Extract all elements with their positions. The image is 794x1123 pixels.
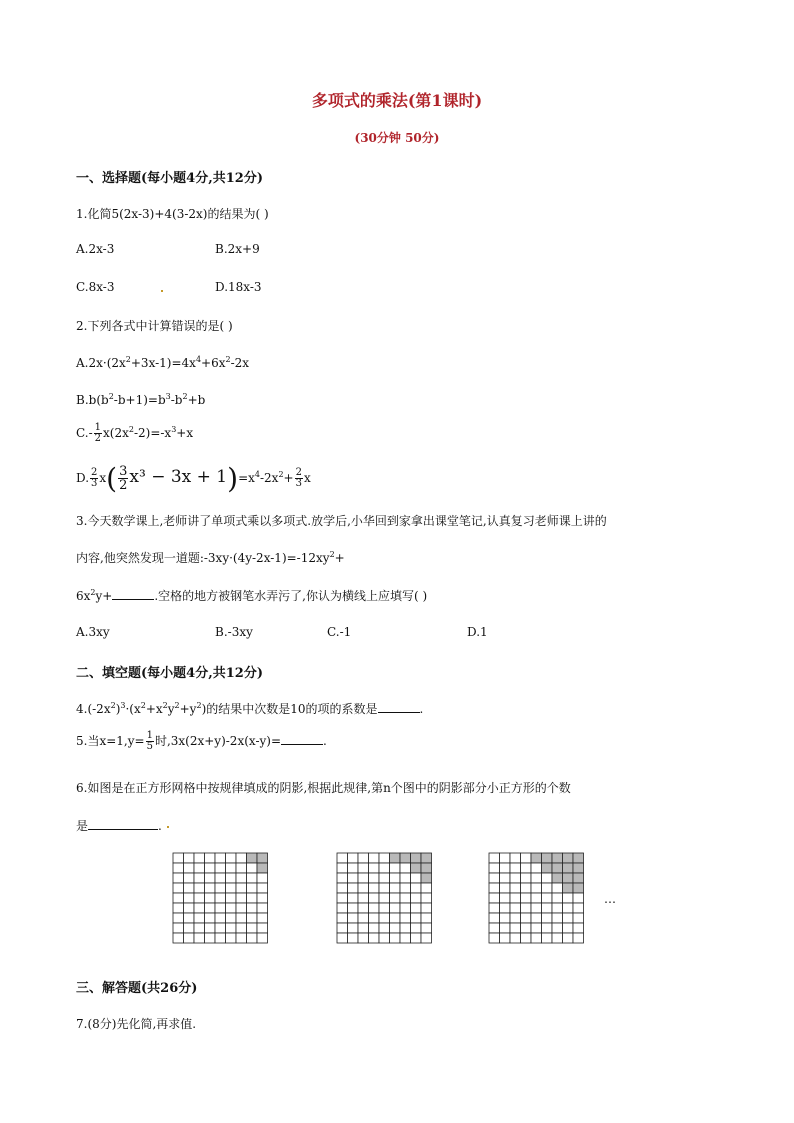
grid-cell: [542, 903, 553, 913]
grid-cell: [500, 933, 511, 943]
grid-cell: [500, 883, 511, 893]
grid-cell: [521, 853, 532, 863]
q1-option-a: A.2x-3: [76, 242, 115, 256]
grid-cell: [215, 853, 226, 863]
grid-cell: [348, 853, 359, 863]
grid-cell: [531, 933, 542, 943]
grid-cell: [379, 893, 390, 903]
grid-cell: [411, 893, 422, 903]
grid-cell: [489, 873, 500, 883]
grid-cell: [489, 893, 500, 903]
grid-cell: [358, 903, 369, 913]
grid-cell: [184, 873, 195, 883]
grid-cell: [521, 913, 532, 923]
section-2-heading: 二、填空题(每小题4分,共12分): [76, 666, 263, 681]
grid-cell: [358, 883, 369, 893]
grid-cell: [369, 873, 380, 883]
grid-cell: [205, 863, 216, 873]
q3-option-c: C.-1: [327, 625, 352, 639]
grid-cell: [390, 873, 401, 883]
section-3-heading: 三、解答题(共26分): [76, 981, 198, 996]
grid-cell: [400, 893, 411, 903]
shaded-cell: [552, 873, 563, 883]
grid-cell: [390, 933, 401, 943]
grid-cell: [247, 863, 258, 873]
grid-cell: [421, 913, 432, 923]
grid-cell: [337, 903, 348, 913]
grid-cell: [379, 863, 390, 873]
grid-cell: [337, 923, 348, 933]
q1-stem: 1.化简5(2x-3)+4(3-2x)的结果为( ): [76, 207, 269, 221]
grid-cell: [247, 923, 258, 933]
grid-cell: [500, 873, 511, 883]
grid-cell: [390, 923, 401, 933]
grid-cell: [510, 873, 521, 883]
grid-cell: [236, 933, 247, 943]
grid-cell: [226, 913, 237, 923]
grid-cell: [489, 883, 500, 893]
grid-cell: [173, 913, 184, 923]
q6-line-1: 6.如图是在正方形网格中按规律填成的阴影,根据此规律,第n个图中的阴影部分小正方形的个数: [76, 781, 571, 795]
grid-cell: [531, 903, 542, 913]
grid-cell: [194, 853, 205, 863]
grid-cell: [247, 913, 258, 923]
q2-option-c: C.- $\frac{1}{2}$ $x(2x^2-2)=-x^3+x$: [76, 422, 194, 444]
grid-cell: [358, 853, 369, 863]
grid-cell: [573, 913, 584, 923]
grid-cell: [510, 913, 521, 923]
grid-cell: [542, 923, 553, 933]
grid-cell: [205, 893, 216, 903]
shaded-cell: [563, 853, 574, 863]
grid-cell: [390, 913, 401, 923]
grid-cell: [257, 913, 268, 923]
grid-cell: [411, 923, 422, 933]
grid-cell: [205, 903, 216, 913]
grid-cell: [215, 913, 226, 923]
shaded-cell: [563, 883, 574, 893]
grid-cell: [348, 903, 359, 913]
grid-cell: [563, 903, 574, 913]
grid-cell: [369, 933, 380, 943]
grid-cell: [552, 883, 563, 893]
q1-option-c: C.8x-3: [76, 280, 115, 294]
grid-cell: [379, 933, 390, 943]
grid-cell: [369, 913, 380, 923]
page-subtitle: (30分钟 50分): [354, 131, 440, 145]
grid-cell: [400, 903, 411, 913]
grid-cell: [542, 913, 553, 923]
grid-cell: [531, 923, 542, 933]
grid-cell: [531, 913, 542, 923]
grid-cell: [390, 893, 401, 903]
grid-cell: [411, 873, 422, 883]
grid-cell: [489, 923, 500, 933]
grid-cell: [521, 863, 532, 873]
grid-cell: [531, 873, 542, 883]
grid-cell: [521, 933, 532, 943]
grid-cell: [226, 873, 237, 883]
q2-option-b: $B.b(b^2-b+1)=b^3-b^2+b$: [76, 392, 206, 407]
grid-cell: [215, 923, 226, 933]
grid-cell: [215, 873, 226, 883]
shaded-cell: [552, 853, 563, 863]
grid-cell: [194, 913, 205, 923]
grid-cell: [500, 893, 511, 903]
grid-cell: [510, 853, 521, 863]
grid-cell: [194, 863, 205, 873]
grid-cell: [226, 903, 237, 913]
q2-stem: 2.下列各式中计算错误的是( ): [76, 319, 233, 333]
grid-cell: [379, 923, 390, 933]
grid-cell: [257, 923, 268, 933]
grid-cell: [173, 923, 184, 933]
shaded-cell: [552, 863, 563, 873]
grid-cell: [510, 883, 521, 893]
grid-cell: [226, 893, 237, 903]
grid-cell: [205, 883, 216, 893]
grid-cell: [400, 923, 411, 933]
grid-cell: [236, 913, 247, 923]
grid-cell: [184, 913, 195, 923]
grid-cell: [173, 863, 184, 873]
grid-cell: [400, 883, 411, 893]
grid-cell: [489, 853, 500, 863]
q5-stem: 5.当x=1,y= $\frac{1}{5}$ 时,3x(2x+y)-2x(x-y)= .: [76, 730, 327, 752]
grid-cell: [510, 863, 521, 873]
shaded-cell: [573, 853, 584, 863]
grid-cell: [400, 933, 411, 943]
shaded-cell: [411, 853, 422, 863]
grid-cell: [358, 923, 369, 933]
grid-cell: [563, 923, 574, 933]
grid-cell: [489, 903, 500, 913]
grid-cell: [521, 883, 532, 893]
grid-cell: [421, 933, 432, 943]
grid-cell: [379, 903, 390, 913]
grid-cell: [390, 863, 401, 873]
grid-cell: [247, 903, 258, 913]
grid-cell: [573, 923, 584, 933]
grid-cell: [205, 913, 216, 923]
grid-cell: [236, 873, 247, 883]
shaded-cell: [573, 883, 584, 893]
grid-cell: [489, 913, 500, 923]
grid-cell: [194, 893, 205, 903]
shaded-cell: [421, 853, 432, 863]
grid-cell: [421, 883, 432, 893]
grid-cell: [257, 933, 268, 943]
shaded-cell: [573, 863, 584, 873]
ink-speck: [167, 826, 169, 828]
grid-cell: [247, 933, 258, 943]
q2-option-d: D. $\frac{2}{3}$ x( $\frac{3}{2}$ $x^3 - 3x + 1)=x^4-2x^2+$ $\frac{2}{3}$ x: [76, 462, 311, 495]
grid-cell: [173, 883, 184, 893]
grid-cell: [337, 873, 348, 883]
grid-cell: [500, 923, 511, 933]
grid-cell: [184, 903, 195, 913]
grid-cell: [542, 893, 553, 903]
grid-cell: [390, 903, 401, 913]
grid-cell: [552, 903, 563, 913]
grid-cell: [390, 883, 401, 893]
grid-cell: [421, 893, 432, 903]
grid-cell: [194, 883, 205, 893]
shaded-cell: [563, 873, 574, 883]
shaded-cell: [542, 853, 553, 863]
q3-option-d: D.1: [467, 625, 488, 639]
q3-line-1: 3.今天数学课上,老师讲了单项式乘以多项式.放学后,小华回到家拿出课堂笔记,认真复习老师课上讲的: [76, 514, 607, 528]
grid-cell: [215, 933, 226, 943]
grid-cell: [358, 863, 369, 873]
continuation-ellipsis: …: [604, 892, 616, 906]
grid-cell: [369, 903, 380, 913]
grid-cell: [358, 893, 369, 903]
grid-cell: [521, 903, 532, 913]
shaded-cell: [390, 853, 401, 863]
grid-cell: [194, 923, 205, 933]
shaded-cell: [400, 853, 411, 863]
grid-cell: [194, 873, 205, 883]
grid-cell: [173, 893, 184, 903]
grid-cell: [337, 913, 348, 923]
grid-cell: [369, 893, 380, 903]
grid-cell: [184, 883, 195, 893]
grid-cell: [173, 853, 184, 863]
grid-cell: [400, 913, 411, 923]
pattern-grid-2: [336, 852, 434, 944]
grid-cell: [358, 933, 369, 943]
q1-option-d: D.18x-3: [215, 280, 262, 294]
grid-cell: [337, 883, 348, 893]
grid-cell: [531, 863, 542, 873]
shaded-cell: [542, 863, 553, 873]
grid-cell: [521, 893, 532, 903]
grid-cell: [500, 853, 511, 863]
grid-cell: [236, 893, 247, 903]
q3-option-b: B.-3xy: [215, 625, 253, 639]
grid-cell: [184, 853, 195, 863]
grid-cell: [215, 883, 226, 893]
grid-cell: [226, 883, 237, 893]
grid-cell: [552, 893, 563, 903]
shaded-cell: [257, 863, 268, 873]
shaded-cell: [573, 873, 584, 883]
grid-cell: [236, 863, 247, 873]
grid-cell: [337, 863, 348, 873]
grid-cell: [369, 863, 380, 873]
grid-cell: [411, 913, 422, 923]
q1-option-b: B.2x+9: [215, 242, 260, 256]
grid-cell: [369, 923, 380, 933]
grid-cell: [215, 903, 226, 913]
grid-cell: [337, 853, 348, 863]
grid-cell: [236, 853, 247, 863]
grid-cell: [379, 883, 390, 893]
grid-cell: [348, 863, 359, 873]
grid-cell: [226, 933, 237, 943]
grid-cell: [379, 853, 390, 863]
grid-cell: [531, 883, 542, 893]
grid-cell: [542, 883, 553, 893]
grid-cell: [205, 873, 216, 883]
grid-cell: [173, 903, 184, 913]
grid-cell: [573, 903, 584, 913]
ink-speck: [161, 290, 163, 292]
grid-cell: [348, 873, 359, 883]
grid-cell: [573, 893, 584, 903]
grid-cell: [500, 863, 511, 873]
grid-cell: [257, 873, 268, 883]
grid-cell: [215, 863, 226, 873]
grid-cell: [226, 853, 237, 863]
grid-cell: [510, 923, 521, 933]
grid-cell: [236, 883, 247, 893]
grid-cell: [489, 863, 500, 873]
grid-cell: [205, 853, 216, 863]
grid-cell: [552, 913, 563, 923]
shaded-cell: [421, 873, 432, 883]
grid-cell: [369, 853, 380, 863]
grid-cell: [348, 923, 359, 933]
grid-cell: [173, 873, 184, 883]
grid-cell: [226, 923, 237, 933]
q4-stem: $4.(-2x^2)^3\cdot(x^2+x^2y^2+y^2)$的结果中次数是10的项的系数是 .: [76, 701, 424, 716]
grid-cell: [510, 933, 521, 943]
pattern-grid-3: [488, 852, 586, 944]
grid-cell: [510, 903, 521, 913]
shaded-cell: [563, 863, 574, 873]
grid-cell: [226, 863, 237, 873]
grid-cell: [337, 893, 348, 903]
grid-cell: [358, 913, 369, 923]
grid-cell: [379, 873, 390, 883]
grid-cell: [563, 893, 574, 903]
grid-cell: [184, 933, 195, 943]
grid-cell: [247, 873, 258, 883]
grid-cell: [552, 933, 563, 943]
grid-cell: [184, 893, 195, 903]
grid-cell: [411, 903, 422, 913]
grid-cell: [542, 873, 553, 883]
q3-option-a: A.3xy: [76, 625, 110, 639]
grid-cell: [379, 913, 390, 923]
grid-cell: [247, 893, 258, 903]
grid-cell: [369, 883, 380, 893]
shaded-cell: [257, 853, 268, 863]
grid-cell: [337, 933, 348, 943]
grid-cell: [421, 903, 432, 913]
grid-cell: [184, 923, 195, 933]
grid-cell: [348, 893, 359, 903]
grid-cell: [348, 913, 359, 923]
q6-line-2: 是 .: [76, 819, 162, 833]
grid-cell: [563, 913, 574, 923]
grid-cell: [194, 903, 205, 913]
section-1-heading: 一、选择题(每小题4分,共12分): [76, 171, 263, 186]
grid-cell: [257, 903, 268, 913]
grid-cell: [173, 933, 184, 943]
grid-cell: [205, 933, 216, 943]
grid-cell: [400, 873, 411, 883]
shaded-cell: [531, 853, 542, 863]
shaded-cell: [247, 853, 258, 863]
grid-cell: [411, 933, 422, 943]
grid-cell: [411, 883, 422, 893]
pattern-grid-1: [172, 852, 270, 944]
q7-stem: 7.(8分)先化简,再求值.: [76, 1017, 197, 1031]
q2-option-a: $A.2x\cdot(2x^2+3x-1)=4x^4+6x^2-2x$: [76, 355, 250, 370]
grid-cell: [358, 873, 369, 883]
grid-cell: [236, 923, 247, 933]
grid-cell: [247, 883, 258, 893]
grid-cell: [215, 893, 226, 903]
q3-line-2: 内容,他突然发现一道题$:-3xy\cdot(4y-2x-1)=-12xy^2+$: [76, 550, 345, 565]
grid-cell: [500, 903, 511, 913]
grid-cell: [348, 883, 359, 893]
grid-cell: [348, 933, 359, 943]
grid-cell: [184, 863, 195, 873]
grid-cell: [563, 933, 574, 943]
grid-cell: [421, 923, 432, 933]
shaded-cell: [421, 863, 432, 873]
grid-cell: [521, 873, 532, 883]
grid-cell: [500, 913, 511, 923]
grid-cell: [521, 923, 532, 933]
grid-cell: [257, 883, 268, 893]
grid-cell: [205, 923, 216, 933]
grid-cell: [510, 893, 521, 903]
page-title: 多项式的乘法(第1课时): [311, 91, 483, 110]
grid-cell: [542, 933, 553, 943]
grid-cell: [573, 933, 584, 943]
grid-cell: [489, 933, 500, 943]
grid-cell: [257, 893, 268, 903]
grid-cell: [236, 903, 247, 913]
grid-cell: [400, 863, 411, 873]
grid-cell: [552, 923, 563, 933]
grid-cell: [531, 893, 542, 903]
grid-cell: [194, 933, 205, 943]
shaded-cell: [411, 863, 422, 873]
q3-line-3: $6x^2y+$ .空格的地方被钢笔水弄污了,你认为横线上应填写( ): [76, 588, 428, 603]
